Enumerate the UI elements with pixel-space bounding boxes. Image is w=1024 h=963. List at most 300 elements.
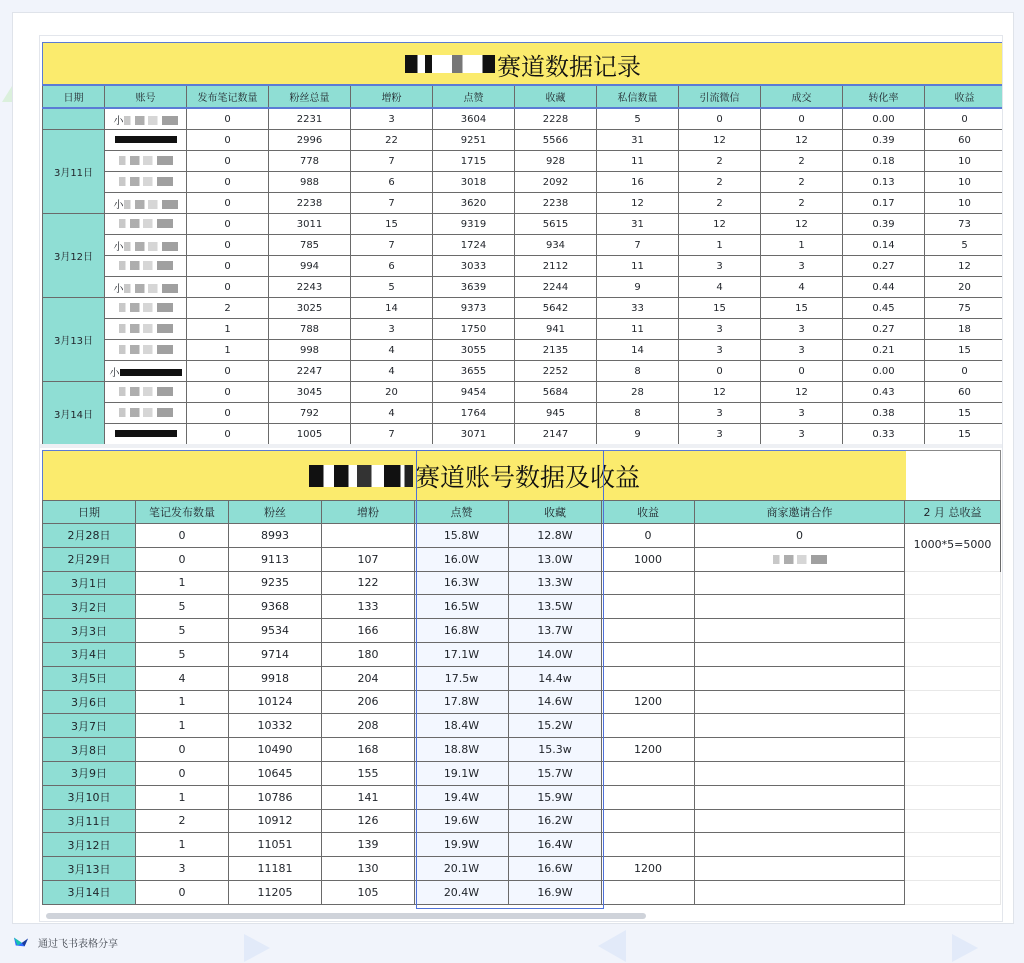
rate-cell: 0.27 [843, 319, 925, 340]
deal-cell: 12 [761, 130, 843, 151]
income-cell: 5 [925, 235, 1004, 256]
deal-cell: 2 [761, 151, 843, 172]
likes-cell: 18.8W [415, 738, 509, 762]
fav-cell: 2244 [515, 277, 597, 298]
wechat-cell: 1 [679, 235, 761, 256]
gain-cell: 166 [322, 619, 415, 643]
account-cell [105, 172, 187, 193]
account-prefix: 小 [113, 283, 124, 295]
redacted-mosaic [405, 55, 495, 73]
fav-cell: 2252 [515, 361, 597, 382]
fav-cell: 2112 [515, 256, 597, 277]
total-income-cell [905, 524, 1001, 572]
top-header-cell: 账号 [105, 85, 187, 108]
table-row [43, 595, 1001, 619]
coop-cell [695, 880, 905, 904]
redacted-account-name [119, 408, 173, 417]
table-row [43, 172, 1004, 193]
date-cell: 3月1日 [43, 571, 136, 595]
account-prefix: 小 [109, 367, 120, 379]
account-cell [105, 382, 187, 403]
gain-cell: 4 [351, 403, 433, 424]
fans-cell: 998 [269, 340, 351, 361]
fans-cell: 11181 [229, 857, 322, 881]
redacted-account-name [119, 261, 173, 270]
gain-cell: 168 [322, 738, 415, 762]
background-triangle-3 [598, 930, 626, 962]
empty-cell [905, 738, 1001, 762]
date-cell: 3月14日 [43, 382, 105, 445]
fav-cell: 13.3W [509, 571, 602, 595]
income-cell: 10 [925, 172, 1004, 193]
fav-cell: 13.0W [509, 547, 602, 571]
top-table-title [42, 42, 1003, 86]
fans-cell: 3011 [269, 214, 351, 235]
likes-cell: 9251 [433, 130, 515, 151]
notes-cell: 0 [187, 193, 269, 214]
gain-cell: 204 [322, 666, 415, 690]
rate-cell: 0.13 [843, 172, 925, 193]
notes-cell: 2 [187, 298, 269, 319]
fans-cell: 9714 [229, 642, 322, 666]
wechat-cell: 3 [679, 319, 761, 340]
dm-cell: 8 [597, 403, 679, 424]
gain-cell: 7 [351, 235, 433, 256]
title-spacer-cell [906, 450, 1001, 500]
dm-cell: 7 [597, 235, 679, 256]
gain-cell: 208 [322, 714, 415, 738]
notes-cell: 0 [136, 761, 229, 785]
rate-cell: 0.38 [843, 403, 925, 424]
account-cell [105, 256, 187, 277]
notes-cell: 1 [136, 714, 229, 738]
fans-cell: 9235 [229, 571, 322, 595]
income-cell: 1200 [602, 857, 695, 881]
notes-cell: 1 [187, 319, 269, 340]
rate-cell: 0.33 [843, 424, 925, 445]
fav-cell: 2238 [515, 193, 597, 214]
wechat-cell: 2 [679, 193, 761, 214]
rate-cell: 0.45 [843, 298, 925, 319]
gain-cell: 206 [322, 690, 415, 714]
bottom-header-cell: 商家邀请合作 [695, 501, 905, 524]
account-prefix: 小 [113, 241, 124, 253]
deal-cell: 12 [761, 214, 843, 235]
notes-cell: 0 [136, 524, 229, 548]
table-row [43, 361, 1004, 382]
gain-cell: 20 [351, 382, 433, 403]
income-cell: 1000 [602, 547, 695, 571]
fav-cell: 16.2W [509, 809, 602, 833]
gain-cell: 130 [322, 857, 415, 881]
fans-cell: 10490 [229, 738, 322, 762]
income-cell [602, 880, 695, 904]
account-cell [105, 340, 187, 361]
gain-cell: 3 [351, 108, 433, 130]
top-header-cell: 点赞 [433, 85, 515, 108]
coop-cell [695, 666, 905, 690]
fans-cell: 11051 [229, 833, 322, 857]
redacted-account-name [124, 116, 178, 125]
dm-cell: 11 [597, 256, 679, 277]
likes-cell: 3033 [433, 256, 515, 277]
empty-cell [905, 690, 1001, 714]
redacted-account-name [115, 136, 177, 143]
fans-cell: 3045 [269, 382, 351, 403]
likes-cell: 3639 [433, 277, 515, 298]
wechat-cell: 3 [679, 424, 761, 445]
redacted-account-name [124, 200, 178, 209]
notes-cell: 1 [136, 690, 229, 714]
likes-cell: 9454 [433, 382, 515, 403]
redacted-account-name [119, 303, 173, 312]
fans-cell: 2243 [269, 277, 351, 298]
coop-cell [695, 547, 905, 571]
table-row [43, 403, 1004, 424]
gain-cell: 15 [351, 214, 433, 235]
deal-cell: 4 [761, 277, 843, 298]
wechat-cell: 12 [679, 382, 761, 403]
deal-cell: 2 [761, 172, 843, 193]
top-table-header-row [43, 85, 1004, 108]
table-row [43, 277, 1004, 298]
deal-cell: 2 [761, 193, 843, 214]
account-cell [105, 193, 187, 214]
income-cell: 10 [925, 193, 1004, 214]
rate-cell: 0.44 [843, 277, 925, 298]
redacted-account-name [119, 345, 173, 354]
deal-cell: 0 [761, 108, 843, 130]
fav-cell: 941 [515, 319, 597, 340]
deal-cell: 1 [761, 235, 843, 256]
fans-cell: 9534 [229, 619, 322, 643]
table-row [43, 690, 1001, 714]
redacted-merchant [773, 555, 827, 564]
income-cell: 15 [925, 424, 1004, 445]
fans-cell: 2247 [269, 361, 351, 382]
income-cell [602, 761, 695, 785]
total-income-value: 1000*5=5000 [913, 538, 992, 551]
horizontal-scrollbar[interactable] [46, 913, 646, 919]
dm-cell: 31 [597, 214, 679, 235]
likes-cell: 3018 [433, 172, 515, 193]
rate-cell: 0.17 [843, 193, 925, 214]
table-row [43, 214, 1004, 235]
gain-cell: 133 [322, 595, 415, 619]
fav-cell: 15.9W [509, 785, 602, 809]
fav-cell: 14.4w [509, 666, 602, 690]
table-row [43, 857, 1001, 881]
track-data-table [42, 84, 1003, 444]
gain-cell: 14 [351, 298, 433, 319]
share-text: 通过飞书表格分享 [38, 938, 118, 950]
bottom-header-cell: 点赞 [415, 501, 509, 524]
deal-cell: 3 [761, 424, 843, 445]
account-cell [105, 319, 187, 340]
fans-cell: 10786 [229, 785, 322, 809]
likes-cell: 17.5w [415, 666, 509, 690]
fav-cell: 934 [515, 235, 597, 256]
fav-cell: 2092 [515, 172, 597, 193]
date-cell: 3月2日 [43, 595, 136, 619]
table-row [43, 714, 1001, 738]
top-table-title-text: 赛道数据记录 [497, 52, 641, 81]
dm-cell: 12 [597, 193, 679, 214]
wechat-cell: 12 [679, 130, 761, 151]
likes-cell: 9373 [433, 298, 515, 319]
coop-cell [695, 809, 905, 833]
account-cell [105, 298, 187, 319]
fav-cell: 13.7W [509, 619, 602, 643]
wechat-cell: 4 [679, 277, 761, 298]
coop-cell [695, 833, 905, 857]
gain-cell: 122 [322, 571, 415, 595]
account-cell [105, 108, 187, 130]
dm-cell: 28 [597, 382, 679, 403]
table-row [43, 738, 1001, 762]
table-row [43, 666, 1001, 690]
coop-cell [695, 761, 905, 785]
redacted-account-name [120, 369, 182, 376]
fav-cell: 5684 [515, 382, 597, 403]
redacted-account-name [119, 177, 173, 186]
notes-cell: 0 [187, 403, 269, 424]
notes-cell: 5 [136, 595, 229, 619]
empty-cell [905, 761, 1001, 785]
notes-cell: 0 [187, 214, 269, 235]
date-cell: 3月12日 [43, 833, 136, 857]
gain-cell: 180 [322, 642, 415, 666]
redacted-account-name [124, 284, 178, 293]
gain-cell: 3 [351, 319, 433, 340]
income-cell: 15 [925, 340, 1004, 361]
account-prefix: 小 [113, 115, 124, 127]
bottom-table-header-row [43, 501, 1001, 524]
coop-cell [695, 690, 905, 714]
likes-cell: 15.8W [415, 524, 509, 548]
fav-cell: 14.6W [509, 690, 602, 714]
likes-cell: 3655 [433, 361, 515, 382]
redacted-account-name [119, 156, 173, 165]
fans-cell: 2238 [269, 193, 351, 214]
gain-cell: 7 [351, 193, 433, 214]
account-cell [105, 130, 187, 151]
gain-cell: 7 [351, 424, 433, 445]
income-cell: 18 [925, 319, 1004, 340]
bottom-header-cell: 增粉 [322, 501, 415, 524]
date-cell: 3月5日 [43, 666, 136, 690]
table-row [43, 880, 1001, 904]
empty-cell [905, 857, 1001, 881]
likes-cell: 19.6W [415, 809, 509, 833]
dm-cell: 5 [597, 108, 679, 130]
empty-cell [905, 833, 1001, 857]
table-row [43, 785, 1001, 809]
background-triangle-2 [244, 934, 270, 962]
income-cell: 60 [925, 130, 1004, 151]
top-header-cell: 发布笔记数量 [187, 85, 269, 108]
bottom-header-cell: 收益 [602, 501, 695, 524]
table-row [43, 340, 1004, 361]
notes-cell: 0 [187, 256, 269, 277]
dm-cell: 9 [597, 424, 679, 445]
account-cell [105, 214, 187, 235]
empty-cell [905, 571, 1001, 595]
fav-cell: 12.8W [509, 524, 602, 548]
table-row [43, 619, 1001, 643]
account-cell [105, 151, 187, 172]
date-cell: 2月28日 [43, 524, 136, 548]
share-footer [12, 933, 118, 951]
account-cell [105, 277, 187, 298]
date-cell: 3月4日 [43, 642, 136, 666]
empty-cell [905, 595, 1001, 619]
deal-cell: 12 [761, 382, 843, 403]
likes-cell: 17.1W [415, 642, 509, 666]
top-header-cell: 增粉 [351, 85, 433, 108]
notes-cell: 5 [136, 642, 229, 666]
income-cell [602, 809, 695, 833]
table-row [43, 130, 1004, 151]
empty-cell [905, 785, 1001, 809]
gain-cell: 105 [322, 880, 415, 904]
bottom-header-cell: 日期 [43, 501, 136, 524]
table-row [43, 235, 1004, 256]
fans-cell: 2996 [269, 130, 351, 151]
notes-cell: 0 [187, 382, 269, 403]
likes-cell: 19.9W [415, 833, 509, 857]
notes-cell: 0 [187, 172, 269, 193]
section-divider [40, 444, 1003, 448]
fav-cell: 15.2W [509, 714, 602, 738]
deal-cell: 3 [761, 256, 843, 277]
coop-cell [695, 714, 905, 738]
notes-cell: 0 [187, 108, 269, 130]
likes-cell: 17.8W [415, 690, 509, 714]
table-row [43, 809, 1001, 833]
fav-cell: 15.3w [509, 738, 602, 762]
rate-cell: 0.39 [843, 214, 925, 235]
top-header-cell: 粉丝总量 [269, 85, 351, 108]
bottom-header-cell: 收藏 [509, 501, 602, 524]
gain-cell: 6 [351, 172, 433, 193]
income-cell: 15 [925, 403, 1004, 424]
likes-cell: 3071 [433, 424, 515, 445]
wechat-cell: 2 [679, 172, 761, 193]
notes-cell: 0 [136, 880, 229, 904]
rate-cell: 0.27 [843, 256, 925, 277]
fans-cell: 778 [269, 151, 351, 172]
account-cell [105, 361, 187, 382]
likes-cell: 20.1W [415, 857, 509, 881]
table-row [43, 193, 1004, 214]
income-cell: 0 [602, 524, 695, 548]
spreadsheet-screenshot [39, 35, 1003, 922]
dm-cell: 11 [597, 151, 679, 172]
fav-cell: 5615 [515, 214, 597, 235]
rate-cell: 0.00 [843, 108, 925, 130]
fans-cell: 2231 [269, 108, 351, 130]
dm-cell: 14 [597, 340, 679, 361]
likes-cell: 16.8W [415, 619, 509, 643]
redacted-account-name [119, 387, 173, 396]
redacted-mosaic [309, 465, 413, 487]
empty-cell [905, 666, 1001, 690]
table-row [43, 424, 1004, 445]
empty-cell [905, 880, 1001, 904]
income-cell: 0 [925, 361, 1004, 382]
fav-cell: 16.4W [509, 833, 602, 857]
date-cell: 3月10日 [43, 785, 136, 809]
income-cell [602, 714, 695, 738]
rate-cell: 0.00 [843, 361, 925, 382]
fans-cell: 10912 [229, 809, 322, 833]
coop-cell [695, 619, 905, 643]
likes-cell: 19.1W [415, 761, 509, 785]
table-row [43, 298, 1004, 319]
redacted-account-name [124, 242, 178, 251]
top-header-cell: 转化率 [843, 85, 925, 108]
wechat-cell: 15 [679, 298, 761, 319]
date-cell: 3月12日 [43, 214, 105, 298]
notes-cell: 0 [187, 130, 269, 151]
date-cell: 3月13日 [43, 298, 105, 382]
likes-cell: 3620 [433, 193, 515, 214]
account-cell [105, 403, 187, 424]
fav-cell: 2147 [515, 424, 597, 445]
wechat-cell: 3 [679, 403, 761, 424]
income-cell [602, 571, 695, 595]
dm-cell: 16 [597, 172, 679, 193]
coop-cell [695, 642, 905, 666]
notes-cell: 3 [136, 857, 229, 881]
redacted-account-name [119, 219, 173, 228]
coop-cell [695, 857, 905, 881]
feishu-logo-icon [12, 935, 30, 949]
table-row [43, 319, 1004, 340]
income-cell: 0 [925, 108, 1004, 130]
likes-cell: 1764 [433, 403, 515, 424]
empty-cell [905, 642, 1001, 666]
table-row [43, 571, 1001, 595]
income-cell [602, 833, 695, 857]
fav-cell: 13.5W [509, 595, 602, 619]
table-row [43, 382, 1004, 403]
wechat-cell: 0 [679, 108, 761, 130]
date-cell: 3月6日 [43, 690, 136, 714]
wechat-cell: 2 [679, 151, 761, 172]
notes-cell: 0 [187, 151, 269, 172]
coop-cell [695, 571, 905, 595]
likes-cell: 20.4W [415, 880, 509, 904]
wechat-cell: 3 [679, 340, 761, 361]
likes-cell: 1715 [433, 151, 515, 172]
fans-cell: 1005 [269, 424, 351, 445]
date-cell: 3月11日 [43, 130, 105, 214]
dm-cell: 8 [597, 361, 679, 382]
notes-cell: 0 [187, 424, 269, 445]
income-cell: 1200 [602, 738, 695, 762]
table-row [43, 108, 1004, 130]
likes-cell: 19.4W [415, 785, 509, 809]
notes-cell: 1 [187, 340, 269, 361]
deal-cell: 3 [761, 340, 843, 361]
gain-cell: 5 [351, 277, 433, 298]
income-cell [602, 642, 695, 666]
rate-cell: 0.18 [843, 151, 925, 172]
redacted-account-name [115, 430, 177, 437]
bottom-header-cell: 粉丝 [229, 501, 322, 524]
